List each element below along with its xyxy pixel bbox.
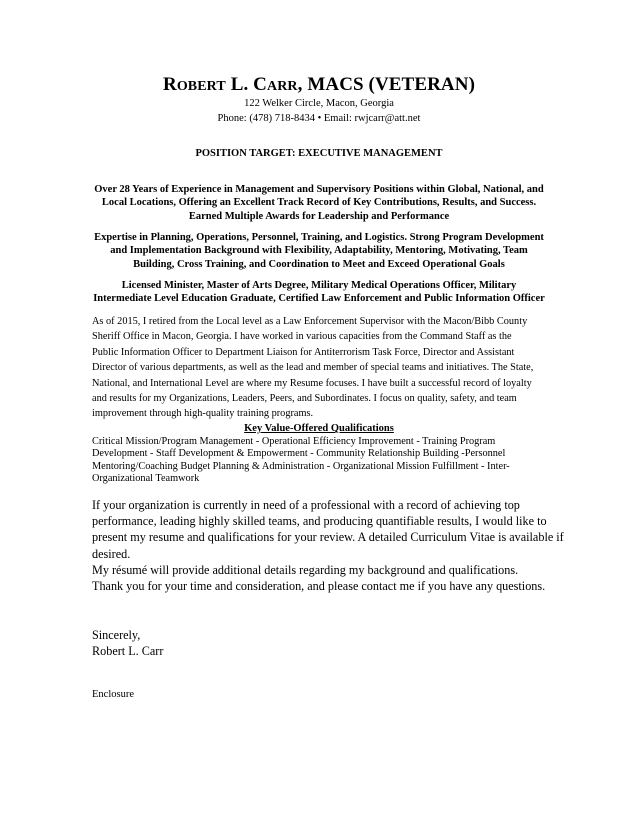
- summary-expertise: Expertise in Planning, Operations, Personnel, Training, and Logistics. Strong Program Development and Implementation Background with Flexibility, Adaptability, Mentoring, Motivating, Team Building, Cross Training, and Coordination to Meet and Exceed Operational Goals: [94, 232, 544, 270]
- signature-block: Sincerely, Robert L. Carr: [92, 628, 164, 659]
- closing-paragraph-thanks: My résumé will provide additional details regarding my background and qualifications. Thank you for your time and consideration, and please contact me if you have any questions.: [92, 563, 546, 594]
- key-value-title: Key Value-Offered Qualifications: [244, 423, 394, 434]
- applicant-name: ROBERT L. CARR, MACS (VETERAN): [162, 74, 475, 95]
- contact-info: Phone: (478) 718-8434 • Email: rwjcarr@att.net: [217, 113, 421, 124]
- position-target: POSITION TARGET: EXECUTIVE MANAGEMENT: [195, 148, 443, 159]
- enclosure-note: Enclosure: [92, 689, 134, 700]
- key-value-list: Critical Mission/Program Management - Operational Efficiency Improvement - Training Program Development - Staff Development & Empowerment - Community Relationship Building -Personnel Mentoring/Coaching Budget Planning & Administration - Organizational Mission Fulfillment - Inter- Organizational Teamwork: [92, 436, 510, 485]
- letter-page: [92, 0, 564, 826]
- summary-experience: Over 28 Years of Experience in Management and Supervisory Positions within Global, National, and Local Locations, Offering an Excellent Track Record of Key Contributions, Results, and Success. Earned Multiple Awards for Leadership and Performance: [94, 184, 544, 222]
- summary-credentials: Licensed Minister, Master of Arts Degree, Military Medical Operations Officer, Military Intermediate Level Education Graduate, Certified Law Enforcement and Public Information Officer: [93, 280, 545, 305]
- intro-paragraph: As of 2015, I retired from the Local level as a Law Enforcement Supervisor with the Macon/Bibb County Sheriff Office in Macon, Georgia. I have worked in various capacities from the Command Staff as the Public Information Officer to Department Liaison for Antiterrorism Task Force, Director and Assistant Director of various departments, as well as the lead and member of special teams and initiatives. The State, National, and International Level are where my Resume focuses. I have built a successful record of loyalty and results for my Organizations, Leaders, Peers, and Subordinates. I focus on quality, safety, and team improvement through high-quality training programs.: [92, 316, 534, 420]
- closing-paragraph-offer: If your organization is currently in need of a professional with a record of achieving top performance, leading highly skilled teams, and producing quantifiable results, I would like to present my resume and qualifications for your review. A detailed Curriculum Vitae is available if desired.: [92, 498, 564, 561]
- address: 122 Welker Circle, Macon, Georgia: [244, 98, 394, 109]
